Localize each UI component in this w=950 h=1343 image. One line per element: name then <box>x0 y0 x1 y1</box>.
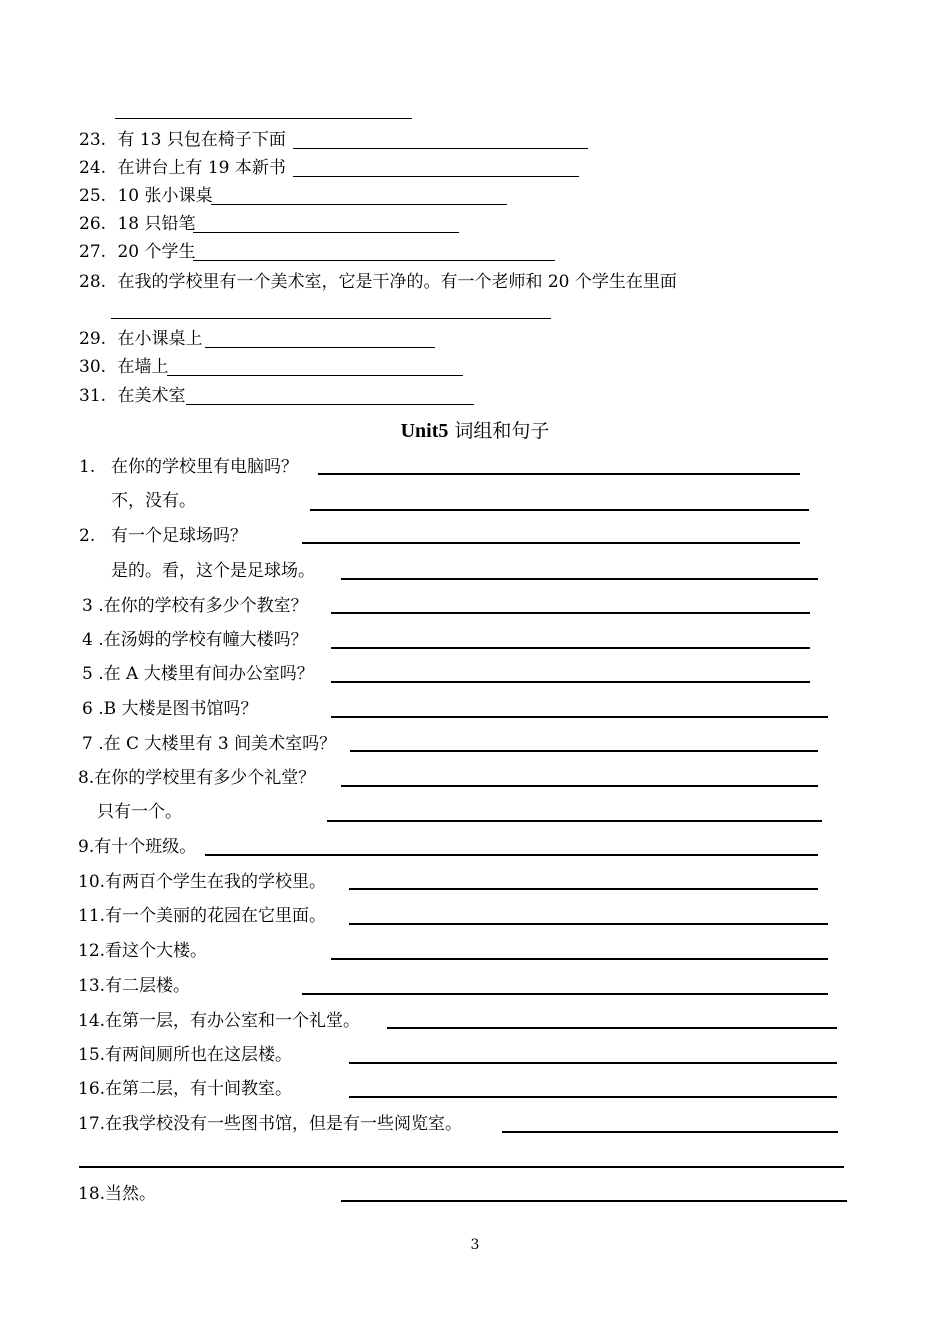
list-item <box>79 130 286 150</box>
answer-line[interactable] <box>502 1131 838 1133</box>
answer-line[interactable] <box>331 681 810 683</box>
answer-line[interactable] <box>186 404 474 405</box>
item-number: 23. <box>79 130 107 150</box>
item-text: 在你的学校有多少个教室？ <box>103 596 308 616</box>
list-item <box>111 491 196 511</box>
list-item <box>78 941 207 961</box>
answer-line[interactable] <box>349 1096 837 1098</box>
list-item <box>79 158 286 178</box>
answer-line[interactable] <box>331 647 810 649</box>
answer-line[interactable] <box>310 509 809 511</box>
answer-line[interactable] <box>331 612 810 614</box>
list-item <box>78 872 326 892</box>
item-text: 有十个班级。 <box>94 837 197 857</box>
list-item <box>82 699 258 719</box>
answer-line[interactable] <box>302 993 828 995</box>
list-item <box>78 1079 292 1099</box>
list-item <box>78 1011 360 1031</box>
list-item <box>82 630 308 650</box>
item-text: 只有一个。 <box>97 802 182 822</box>
answer-line[interactable] <box>205 347 435 348</box>
item-number: 5 . <box>82 664 104 684</box>
item-number: 14. <box>78 1011 106 1031</box>
item-text: 在第二层，有十间教室。 <box>105 1079 293 1099</box>
item-number: 28. <box>79 272 107 292</box>
answer-line[interactable] <box>302 542 800 544</box>
item-text: 在小课桌上 <box>117 329 203 349</box>
answer-line[interactable] <box>349 1062 837 1064</box>
item-text: 有两百个学生在我的学校里。 <box>105 872 327 892</box>
answer-line[interactable] <box>341 1200 847 1202</box>
item-text: 有一个足球场吗？ <box>111 526 247 546</box>
list-item <box>78 768 315 788</box>
answer-line[interactable] <box>387 1027 837 1029</box>
list-item <box>79 526 247 546</box>
answer-line[interactable] <box>318 473 800 475</box>
item-number: 11. <box>78 906 106 926</box>
list-item <box>78 906 326 926</box>
section-title <box>0 416 950 443</box>
item-text: 在讲台上有 19 本新书 <box>117 158 286 178</box>
answer-line[interactable] <box>349 888 818 890</box>
item-number: 30. <box>79 357 107 377</box>
list-item <box>82 734 336 754</box>
answer-line[interactable] <box>327 820 822 822</box>
answer-line[interactable] <box>205 854 818 856</box>
item-number: 31. <box>79 386 107 406</box>
item-number: 3 . <box>82 596 104 616</box>
item-text: 在你的学校里有多少个礼堂？ <box>94 768 316 788</box>
list-item <box>82 664 314 684</box>
answer-line[interactable] <box>293 176 579 177</box>
item-text: 在美术室 <box>117 386 186 406</box>
list-item <box>79 386 185 406</box>
item-text: 在 C 大楼里有 3 间美术室吗？ <box>103 734 337 754</box>
list-item <box>82 596 308 616</box>
item-number: 27. <box>79 242 107 262</box>
item-number: 29. <box>79 329 107 349</box>
list-item <box>79 242 196 262</box>
item-text: 不，没有。 <box>111 491 196 511</box>
list-item <box>78 1114 462 1134</box>
item-text: 10 张小课桌 <box>117 186 213 206</box>
item-text: 有两间厕所也在这层楼。 <box>105 1045 293 1065</box>
list-item <box>79 357 168 377</box>
item-text: 在汤姆的学校有幢大楼吗？ <box>103 630 308 650</box>
list-item <box>78 837 196 857</box>
item-text: 在墙上 <box>117 357 169 377</box>
answer-line[interactable] <box>193 232 459 233</box>
item-text: 在我学校没有一些图书馆，但是有一些阅览室。 <box>105 1114 463 1134</box>
item-number: 7 . <box>82 734 104 754</box>
list-item <box>111 561 315 581</box>
item-number: 12. <box>78 941 106 961</box>
answer-line[interactable] <box>349 923 828 925</box>
item-number: 26. <box>79 214 107 234</box>
answer-line[interactable] <box>331 958 828 960</box>
list-item <box>79 214 196 234</box>
item-text: 有 13 只包在椅子下面 <box>117 130 286 150</box>
item-number: 24. <box>79 158 107 178</box>
item-text: 是的。看，这个是足球场。 <box>111 561 315 581</box>
item-text: 20 个学生 <box>117 242 196 262</box>
list-item <box>97 802 182 822</box>
item-text: 在你的学校里有电脑吗？ <box>111 457 298 477</box>
page-number: 3 <box>470 1237 480 1253</box>
list-item <box>79 329 202 349</box>
answer-line[interactable] <box>341 785 818 787</box>
item-text: 在第一层，有办公室和一个礼堂。 <box>105 1011 361 1031</box>
answer-line[interactable] <box>211 204 507 205</box>
answer-line[interactable] <box>111 318 551 319</box>
item-number: 8. <box>78 768 95 788</box>
answer-line[interactable] <box>341 578 818 580</box>
answer-line[interactable] <box>115 118 412 119</box>
item-number: 6 . <box>82 699 104 719</box>
answer-line[interactable] <box>293 148 588 149</box>
section-title-rest: 词组和句子 <box>448 420 550 442</box>
item-text: 当然。 <box>105 1184 157 1204</box>
item-text: 看这个大楼。 <box>105 941 208 961</box>
item-number: 15. <box>78 1045 106 1065</box>
answer-line[interactable] <box>167 375 463 376</box>
item-number: 9. <box>78 837 95 857</box>
item-number: 1. <box>79 457 96 477</box>
item-text: 在我的学校里有一个美术室，它是干净的。有一个老师和 20 个学生在里面 <box>117 272 677 292</box>
list-item <box>78 1045 292 1065</box>
list-item <box>78 976 190 996</box>
item-text: 有一个美丽的花园在它里面。 <box>105 906 327 926</box>
item-number: 18. <box>78 1184 106 1204</box>
item-text: B 大楼是图书馆吗？ <box>103 699 258 719</box>
list-item <box>78 1184 156 1204</box>
item-number: 2. <box>79 526 96 546</box>
item-number: 16. <box>78 1079 106 1099</box>
item-number: 17. <box>78 1114 106 1134</box>
answer-line[interactable] <box>350 750 818 752</box>
list-item <box>79 186 213 206</box>
answer-line[interactable] <box>331 716 828 718</box>
item-number: 25. <box>79 186 107 206</box>
item-text: 在 A 大楼里有间办公室吗？ <box>103 664 314 684</box>
item-number: 10. <box>78 872 106 892</box>
section-title-bold: Unit5 <box>400 420 449 442</box>
list-item <box>79 457 298 477</box>
list-item <box>79 272 677 292</box>
item-number: 4 . <box>82 630 104 650</box>
answer-line[interactable] <box>193 260 555 261</box>
item-number: 13. <box>78 976 106 996</box>
item-text: 有二层楼。 <box>105 976 191 996</box>
item-text: 18 只铅笔 <box>117 214 196 234</box>
answer-line[interactable] <box>79 1166 844 1168</box>
